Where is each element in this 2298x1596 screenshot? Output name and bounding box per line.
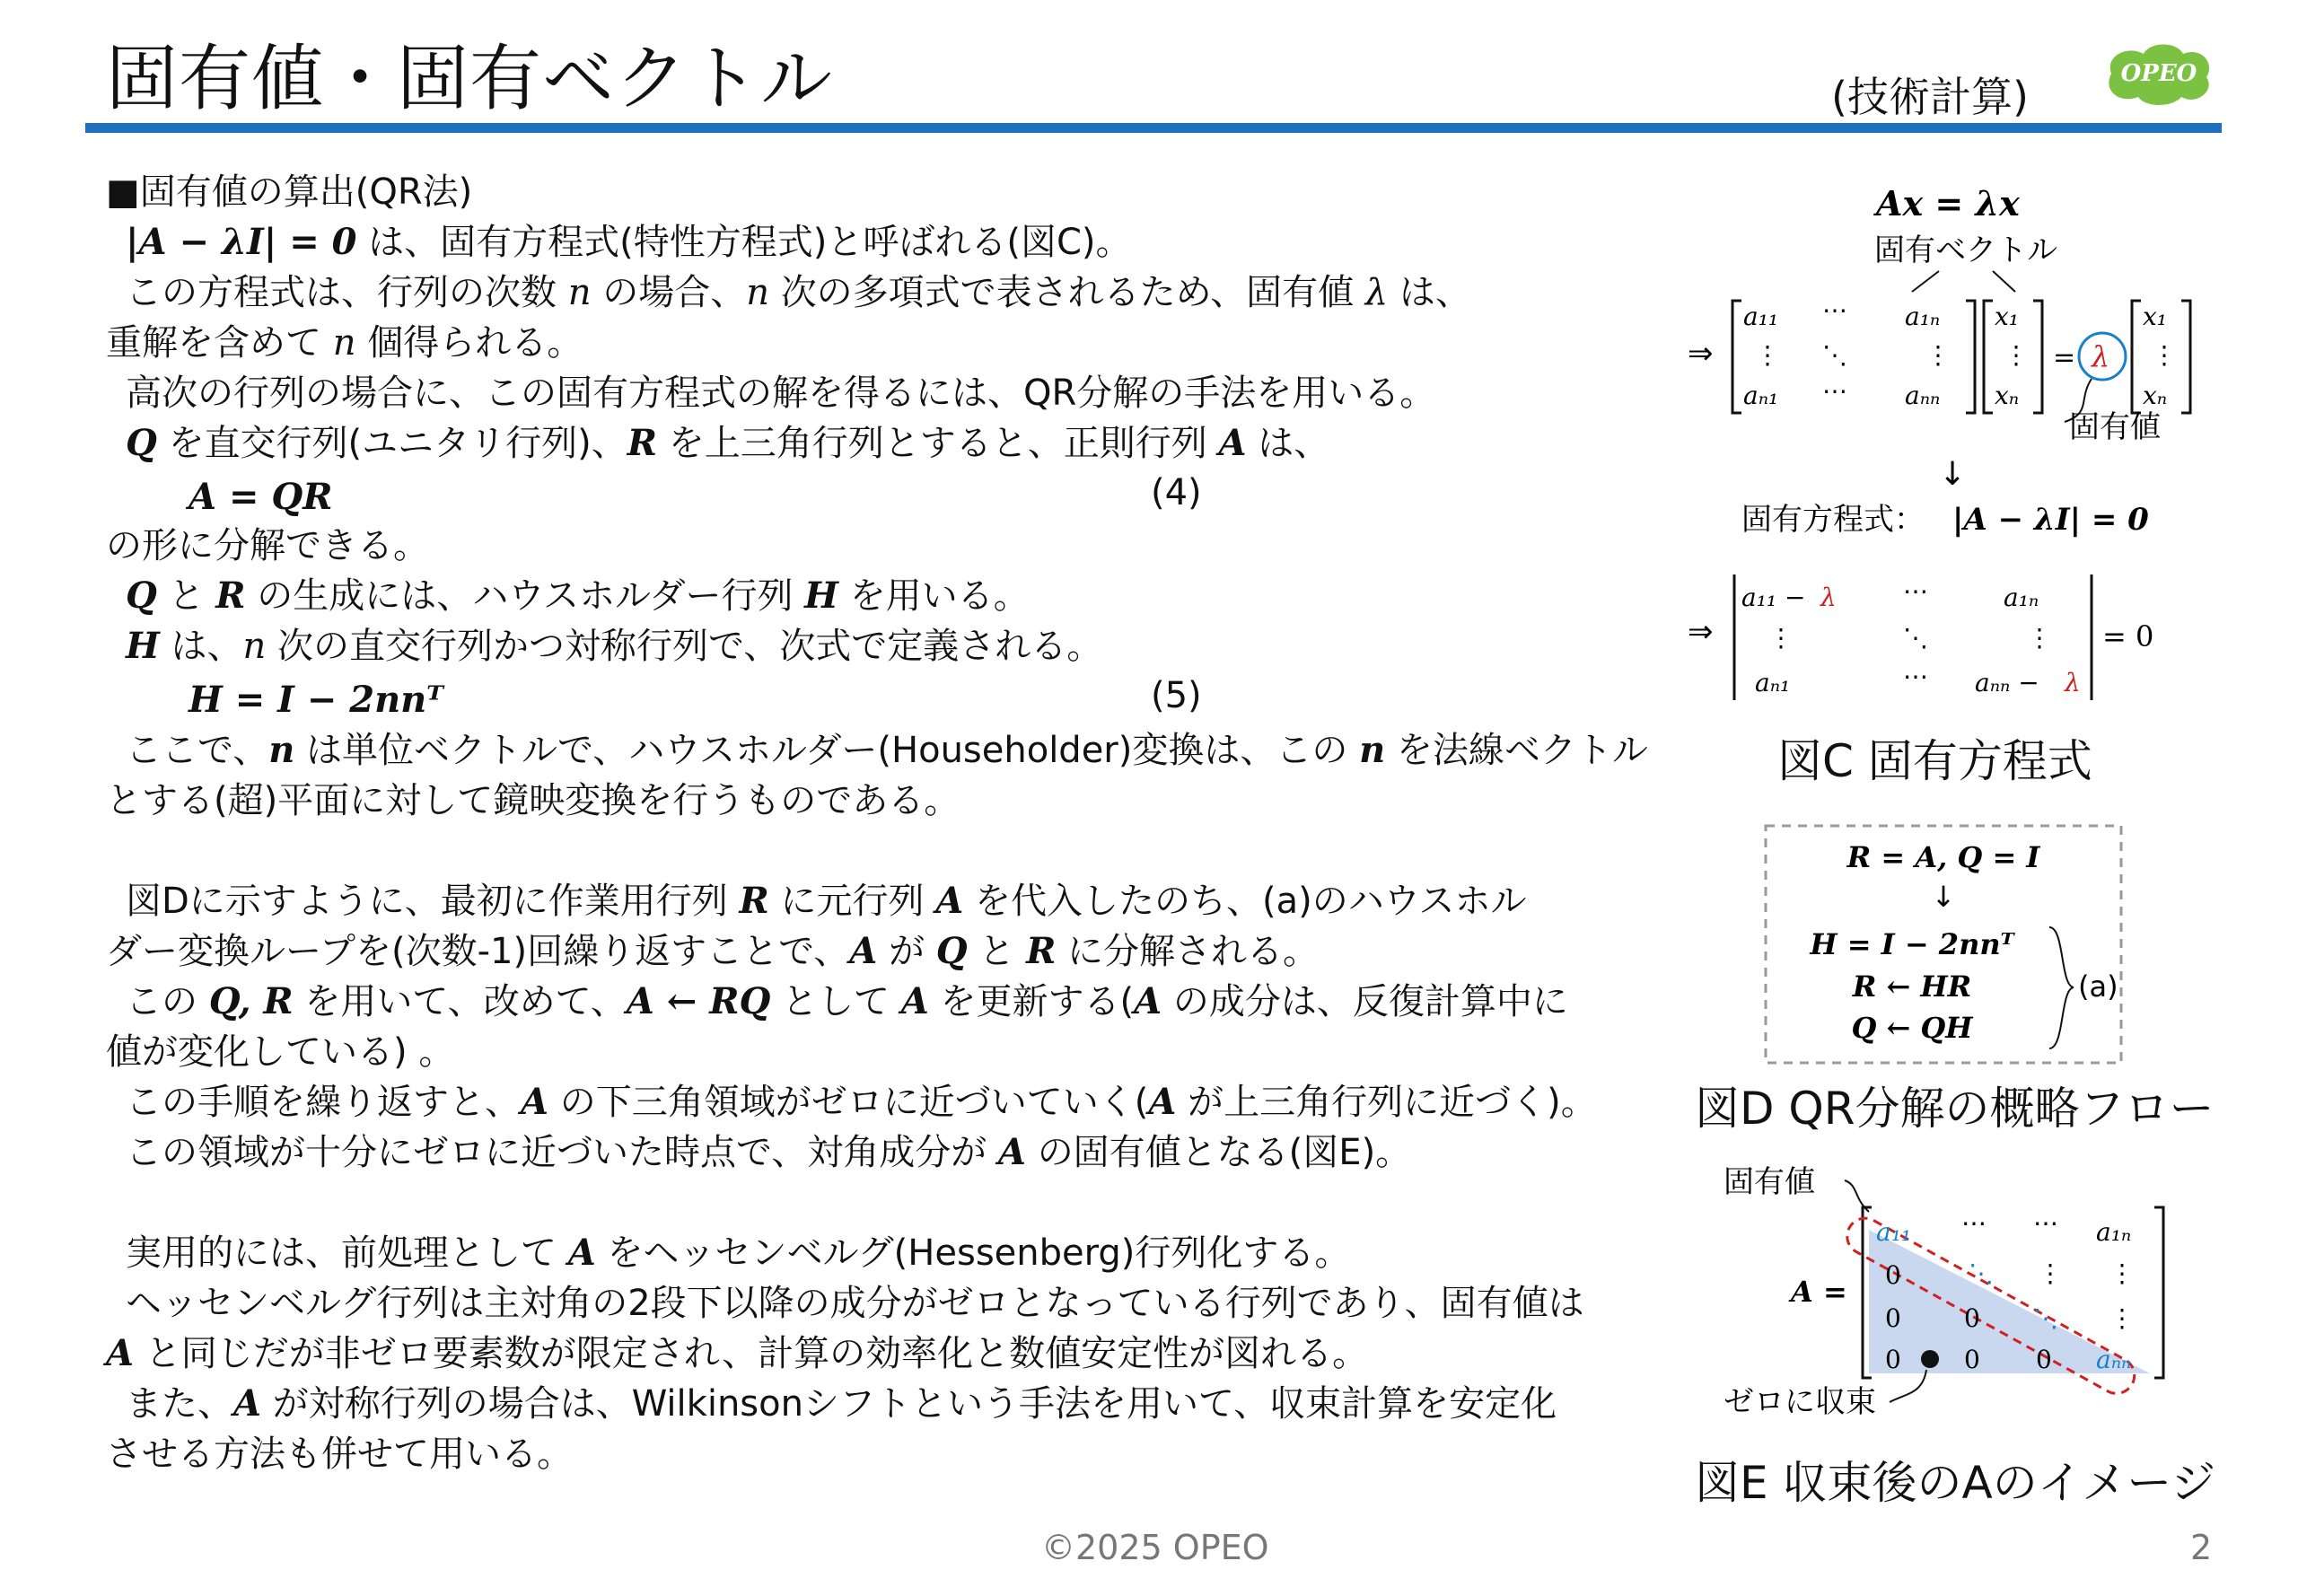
body-line: ここで、n は単位ベクトルで、ハウスホルダー(Householder)変換は、この n を法線ベクトル	[126, 729, 1648, 771]
svg-text:⋮: ⋮	[1925, 340, 1951, 370]
svg-text:⋱: ⋱	[2033, 1303, 2058, 1333]
opeo-logo	[2101, 38, 2217, 110]
svg-text:λ: λ	[1820, 583, 1837, 612]
svg-text:⋯: ⋯	[1961, 1208, 1987, 1238]
svg-text:xₙ: xₙ	[2143, 381, 2168, 410]
down-arrow: ↓	[1931, 880, 1956, 914]
svg-text:⋮: ⋮	[2109, 1303, 2135, 1333]
eigen-equation: Ax = λx	[1876, 183, 2020, 224]
body-line: の形に分解できる。	[106, 525, 429, 566]
eigenvector-label: 固有ベクトル	[1874, 232, 2057, 268]
page-number: 2	[2190, 1528, 2213, 1567]
figure-c-caption: 図C 固有方程式	[1777, 735, 2092, 787]
svg-text:x₁: x₁	[1995, 302, 2020, 331]
body-line: この Q, R を用いて、改めて、A ← RQ として A を更新する(A の成分は、反復計算中に	[126, 980, 1568, 1022]
converge-zero-label: ゼロに収束	[1724, 1384, 1876, 1420]
eigenvalue-label: 固有値	[2069, 409, 2161, 445]
svg-text:⋮: ⋮	[2027, 623, 2052, 653]
body-line: A と同じだが非ゼロ要素数が限定され、計算の効率化と数値安定性が図れる。	[106, 1332, 1369, 1374]
svg-text:⋱: ⋱	[1903, 623, 1928, 653]
equation-5: H = I − 2nnᵀ	[189, 679, 443, 721]
svg-text:aₙₙ: aₙₙ	[2096, 1345, 2132, 1374]
svg-text:0: 0	[1885, 1345, 1901, 1374]
body-line: 高次の行列の場合に、この固有方程式の解を得るには、QR分解の手法を用いる。	[126, 373, 1436, 414]
body-line: また、A が対称行列の場合は、Wilkinsonシフトという手法を用いて、収束計算を安定化	[126, 1382, 1557, 1425]
svg-text:aₙ₁: aₙ₁	[1743, 381, 1779, 410]
body-line: ヘッセンベルグ行列は主対角の2段下以降の成分がゼロとなっている行列であり、固有値は	[126, 1283, 1584, 1324]
svg-text:a₁₁ −: a₁₁ −	[1741, 583, 1806, 612]
svg-text:aₙₙ: aₙₙ	[1905, 381, 1941, 410]
svg-text:⋮: ⋮	[2004, 340, 2029, 370]
copyright: ©2025 OPEO	[1041, 1528, 1269, 1567]
char-eq-label: 固有方程式：	[1741, 502, 1925, 538]
page-title: 固有値・固有ベクトル	[106, 37, 833, 120]
svg-text:=: =	[2053, 342, 2076, 373]
svg-text:0: 0	[1964, 1345, 1980, 1374]
equation-4: A = QR	[189, 476, 333, 518]
svg-text:xₙ: xₙ	[1995, 381, 2020, 410]
svg-text:a₁ₙ: a₁ₙ	[1905, 302, 1941, 331]
body-line: させる方法も併せて用いる。	[106, 1434, 573, 1475]
det-zero: = 0	[2102, 619, 2154, 653]
body-line: この手順を繰り返すと、A の下三角領域がゼロに近づいていく(A が上三角行列に近づく)。	[126, 1081, 1597, 1123]
body-line: 重解を含めて n 個得られる。	[106, 322, 583, 364]
char-eq: |A − λI| = 0	[1952, 502, 2149, 538]
body-line: |A − λI| = 0 は、固有方程式(特性方程式)と呼ばれる(図C)。	[126, 221, 1132, 263]
down-arrow: ↓	[1939, 456, 1967, 493]
svg-text:aₙ₁: aₙ₁	[1755, 668, 1791, 697]
svg-text:0: 0	[1885, 1260, 1901, 1290]
svg-text:⋯: ⋯	[2033, 1208, 2058, 1238]
category-label: (技術計算)	[1831, 73, 2029, 121]
body-line: とする(超)平面に対して鏡映変換を行うものである。	[106, 780, 960, 821]
header-rule	[85, 123, 2222, 133]
svg-text:⋮: ⋮	[1768, 623, 1794, 653]
svg-text:λ: λ	[2065, 668, 2081, 697]
section-heading: ■固有値の算出(QR法)	[106, 171, 473, 213]
svg-text:⋮: ⋮	[2038, 1258, 2063, 1288]
svg-text:⋱: ⋱	[1969, 1258, 1994, 1288]
body-line: この領域が十分にゼロに近づいた時点で、対角成分が A の固有値となる(図E)。	[126, 1131, 1412, 1173]
svg-text:aₙₙ −: aₙₙ −	[1975, 668, 2039, 697]
body-line: 実用的には、前処理として A をヘッセンベルグ(Hessenberg)行列化する。	[126, 1232, 1351, 1274]
svg-text:a₁ₙ: a₁ₙ	[2096, 1217, 2132, 1247]
body-line: Q と R の生成には、ハウスホルダー行列 H を用いる。	[126, 574, 1030, 617]
svg-text:⋮: ⋮	[1755, 340, 1780, 370]
svg-text:⋮: ⋮	[2109, 1258, 2135, 1288]
svg-text:⋯: ⋯	[1822, 295, 1847, 325]
figure-d-caption: 図D QR分解の概略フロー	[1695, 1083, 2215, 1135]
svg-text:0: 0	[1964, 1303, 1980, 1333]
matrix-a-label: A =	[1791, 1275, 1847, 1309]
svg-text:a₁₁: a₁₁	[1743, 302, 1779, 331]
svg-text:⋯: ⋯	[1903, 576, 1928, 606]
svg-text:⋯: ⋯	[1903, 662, 1928, 691]
body-line: 値が変化している) 。	[106, 1031, 455, 1073]
init-step: R = A, Q = I	[1846, 840, 2040, 874]
q-update-step: Q ← QH	[1851, 1011, 1973, 1045]
figure-e-caption: 図E 収束後のAのイメージ	[1695, 1457, 2216, 1509]
householder-step: H = I − 2nnᵀ	[1810, 927, 2014, 961]
svg-text:0: 0	[2036, 1345, 2052, 1374]
svg-text:a₁ₙ: a₁ₙ	[2004, 583, 2039, 612]
svg-text:x₁: x₁	[2143, 302, 2168, 331]
logo-text: OPEO	[2120, 60, 2197, 87]
svg-text:⋯: ⋯	[1822, 376, 1847, 406]
svg-text:⋮: ⋮	[2152, 340, 2177, 370]
svg-text:⋱: ⋱	[1822, 340, 1847, 370]
loop-label: (a)	[2078, 969, 2118, 1004]
body-line: ダー変換ループを(次数-1)回繰り返すことで、A が Q と R に分解される。	[106, 930, 1320, 972]
body-line: この方程式は、行列の次数 n の場合、n 次の多項式で表されるため、固有値 λ は、	[126, 272, 1471, 313]
svg-text:λ: λ	[2092, 339, 2110, 373]
implies-arrow: ⇒	[1688, 614, 1714, 650]
svg-text:a₁₁: a₁₁	[1876, 1217, 1912, 1247]
r-update-step: R ← HR	[1852, 969, 1972, 1004]
body-line: 図Dに示すように、最初に作業用行列 R に元行列 A を代入したのち、(a)のハウスホル	[126, 880, 1527, 922]
svg-text:0: 0	[1885, 1303, 1901, 1333]
body-line: H は、n 次の直交行列かつ対称行列で、次式で定義される。	[126, 625, 1103, 667]
figure-c	[1670, 171, 2244, 790]
figure-d	[1764, 824, 2123, 1066]
figure-e	[1715, 1158, 2181, 1427]
body-line: Q を直交行列(ユニタリ行列)、R を上三角行列とすると、正則行列 A は、	[126, 422, 1330, 464]
implies-arrow: ⇒	[1688, 336, 1714, 372]
eigenvalue-label: 固有値	[1724, 1164, 1815, 1200]
equation-number: (5)	[1151, 675, 1202, 716]
equation-number: (4)	[1151, 472, 1202, 513]
